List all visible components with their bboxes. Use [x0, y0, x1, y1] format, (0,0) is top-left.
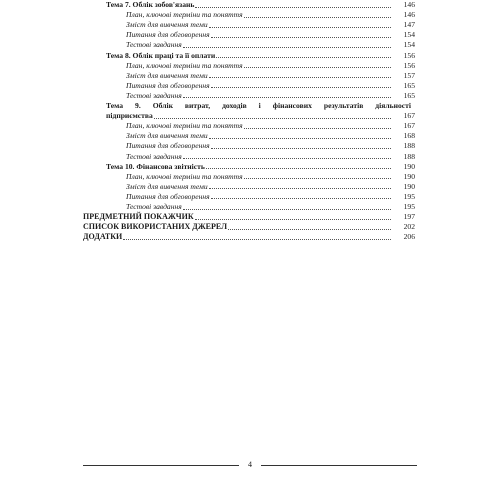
toc-entry-title: Питання для обговорення [126, 30, 210, 40]
page-number: 4 [248, 460, 252, 469]
toc-page-number: 190 [403, 161, 415, 171]
toc-entry-title: Тема 7. Облік зобов'язань [106, 0, 195, 9]
toc-page-number: 156 [403, 50, 415, 60]
toc-dot-leader [244, 17, 391, 18]
toc-dot-leader [211, 198, 391, 199]
toc-dot-leader [211, 148, 391, 149]
toc-entry-title: План, ключові терміни та поняття [126, 60, 243, 70]
toc-entry[interactable] [83, 30, 415, 40]
toc-entry-title: Зміст для вивчення теми [126, 181, 208, 191]
toc-entry-title: Тестові завдання [126, 202, 182, 211]
toc-page-number: 157 [403, 70, 415, 80]
toc-dot-leader [195, 7, 391, 8]
toc-entry[interactable] [83, 222, 415, 232]
toc-entry-title: Тема 8. Облік праці та її оплати [106, 50, 216, 60]
toc-entry[interactable] [83, 91, 415, 101]
toc-entry-title: СПИСОК ВИКОРИСТАНИХ ДЖЕРЕЛ [83, 222, 228, 232]
toc-dot-leader [183, 209, 391, 210]
toc-entry-title: План, ключові терміни та поняття [126, 10, 243, 20]
toc-entry-title: Тестові завдання [126, 40, 182, 50]
toc-entry[interactable] [83, 131, 415, 141]
toc-page-number: 147 [403, 20, 415, 30]
toc-page-number: 190 [403, 171, 415, 181]
toc-dot-leader [195, 219, 391, 220]
toc-entry-title: План, ключові терміни та поняття [126, 121, 243, 131]
toc-page-number: 202 [403, 222, 415, 232]
toc-page-number: 146 [403, 0, 415, 9]
toc-entry-title: Питання для обговорення [126, 80, 210, 90]
toc-page-number: 165 [403, 90, 415, 100]
toc-dot-leader [209, 77, 391, 78]
toc-dot-leader [209, 27, 391, 28]
toc-entry[interactable] [83, 51, 415, 61]
toc-entry[interactable] [83, 40, 415, 50]
toc-entry-title: Питання для обговорення [126, 141, 210, 151]
toc-dot-leader [211, 37, 391, 38]
toc-dot-leader [206, 168, 391, 169]
toc-entry-title: ДОДАТКИ [83, 232, 123, 242]
toc-entry-title: Зміст для вивчення теми [126, 70, 208, 80]
toc-page-number: 168 [403, 131, 415, 141]
toc-entry[interactable] [83, 192, 415, 202]
toc-page-number: 167 [403, 111, 415, 121]
toc-entry[interactable] [83, 121, 415, 131]
toc-dot-leader [154, 118, 391, 119]
toc-page-number: 167 [403, 121, 415, 131]
toc-entry-title: План, ключові терміни та поняття [126, 171, 243, 181]
toc-page-number: 195 [403, 202, 415, 211]
toc-dot-leader [183, 47, 391, 48]
toc-page-number: 165 [403, 80, 415, 90]
toc-entry[interactable] [83, 162, 415, 172]
toc-page-number: 206 [403, 232, 415, 242]
toc-dot-leader [244, 178, 391, 179]
toc-entry-title: Тестові завдання [126, 151, 182, 161]
toc-entry-title: Зміст для вивчення теми [126, 20, 208, 30]
toc-entry-title: Тестові завдання [126, 90, 182, 100]
toc-dot-leader [228, 229, 391, 230]
footer-rule-right [261, 465, 417, 466]
toc-dot-leader [211, 87, 391, 88]
toc-page-number: 156 [403, 60, 415, 70]
toc-dot-leader [209, 138, 391, 139]
toc-entry[interactable] [83, 212, 415, 222]
toc-page-number: 188 [403, 151, 415, 161]
toc-page-number: 154 [403, 30, 415, 40]
toc-entry[interactable] [83, 111, 415, 121]
toc-entry[interactable] [83, 20, 415, 30]
footer-rule-left [83, 465, 239, 466]
toc-entry-title: ПРЕДМЕТНИЙ ПОКАЖЧИК [83, 212, 194, 222]
toc-dot-leader [209, 188, 391, 189]
toc-entry-title-line1: Тема 9. Облік витрат, доходів і фінансових результатів діяльності [106, 101, 411, 110]
toc-page-number: 197 [403, 212, 415, 222]
toc-page-number: 190 [403, 181, 415, 191]
toc-entry-title: Тема 10. Фінансова звітність [106, 161, 205, 171]
toc-dot-leader [216, 57, 391, 58]
toc-entry[interactable] [83, 81, 415, 91]
toc-entry[interactable] [83, 71, 415, 81]
toc-dot-leader [183, 97, 391, 98]
toc-dot-leader [244, 67, 391, 68]
toc-entry[interactable] [83, 182, 415, 192]
toc-entry-title: підприємства [106, 111, 153, 121]
toc-entry[interactable] [83, 61, 415, 71]
toc-page-number: 154 [403, 40, 415, 50]
toc-entry[interactable] [83, 141, 415, 151]
toc-entry[interactable] [83, 172, 415, 182]
toc-entry-title: Питання для обговорення [126, 191, 210, 201]
toc-page-number: 146 [403, 10, 415, 20]
toc-entry[interactable] [83, 0, 415, 10]
toc-entry[interactable] [83, 10, 415, 20]
toc-dot-leader [244, 128, 391, 129]
toc-entry-title: Зміст для вивчення теми [126, 131, 208, 141]
toc-entry[interactable] [83, 152, 415, 162]
toc-dot-leader [123, 239, 391, 240]
toc-page-number: 195 [403, 191, 415, 201]
toc-dot-leader [183, 158, 391, 159]
toc-entry[interactable] [83, 202, 415, 212]
toc-entry[interactable] [83, 232, 415, 242]
toc-page-number: 188 [403, 141, 415, 151]
